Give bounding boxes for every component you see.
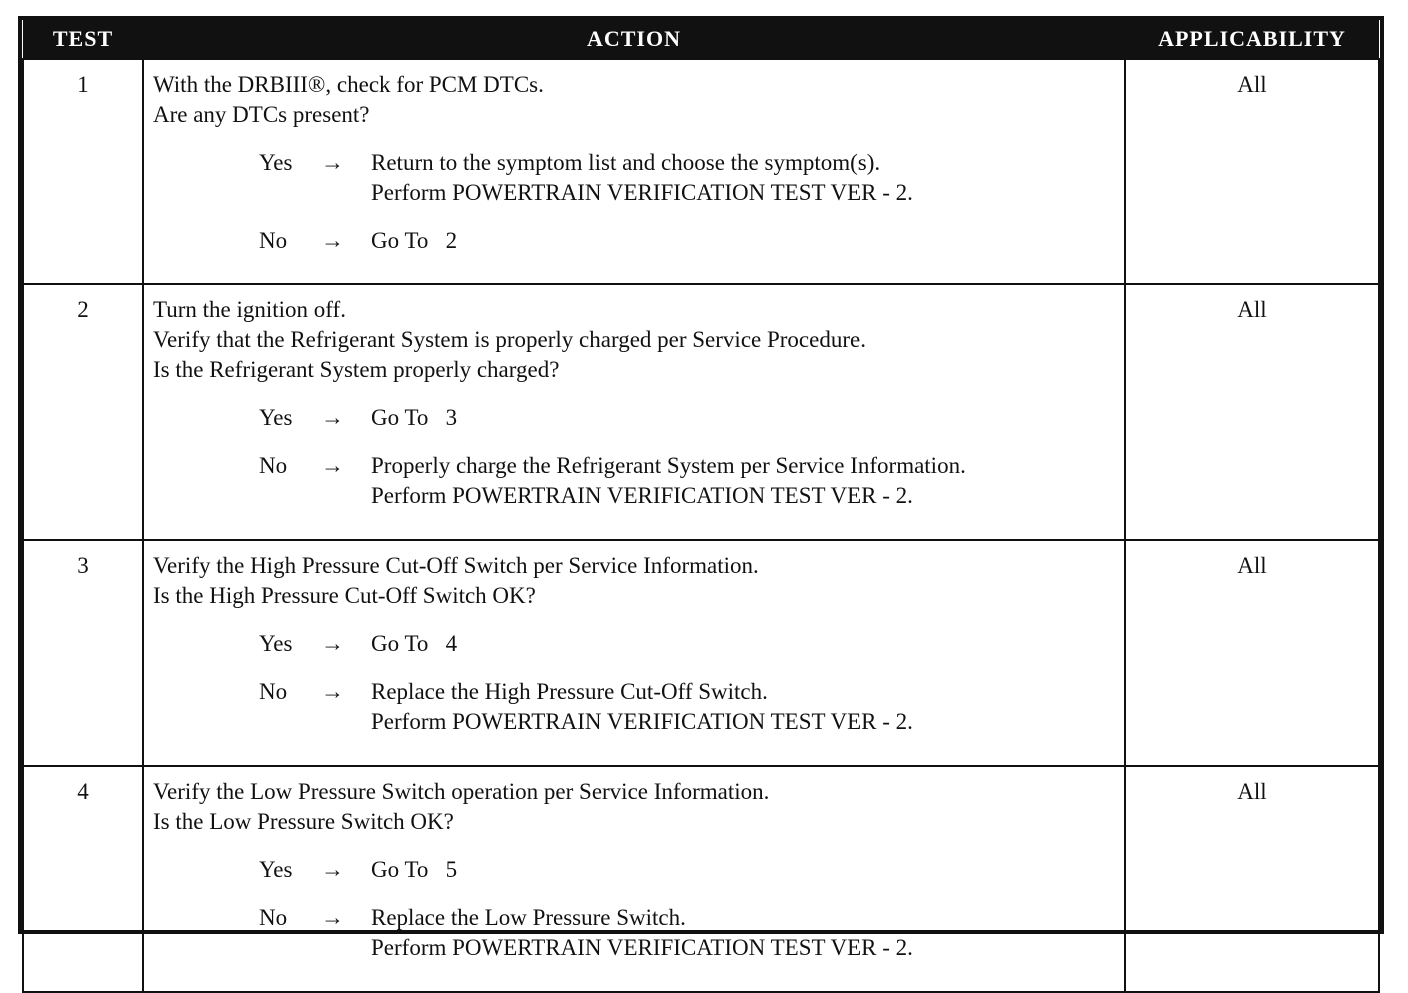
action-line: Verify the High Pressure Cut-Off Switch per Service Information. bbox=[153, 553, 759, 578]
right-arrow-icon: → bbox=[321, 857, 344, 882]
test-number: 2 bbox=[23, 284, 143, 540]
test-row-3 bbox=[23, 540, 1379, 766]
no-response bbox=[259, 677, 1116, 737]
no-result-line: Perform POWERTRAIN VERIFICATION TEST VER - 2. bbox=[371, 935, 913, 960]
yes-response bbox=[259, 403, 1116, 433]
yes-response bbox=[259, 855, 1116, 885]
action-cell bbox=[143, 540, 1125, 766]
action-question: Is the High Pressure Cut-Off Switch OK? bbox=[153, 583, 536, 608]
no-result bbox=[371, 903, 1116, 963]
no-result-line: Perform POWERTRAIN VERIFICATION TEST VER - 2. bbox=[371, 709, 913, 734]
action-line: Verify that the Refrigerant System is properly charged per Service Procedure. bbox=[153, 327, 866, 352]
yes-label: Yes bbox=[259, 150, 293, 175]
no-result-line: Replace the Low Pressure Switch. bbox=[371, 905, 686, 930]
test-row-4 bbox=[23, 766, 1379, 992]
diagnostic-test-table bbox=[18, 16, 1384, 960]
no-result-line: Properly charge the Refrigerant System per Service Information. bbox=[371, 453, 966, 478]
applicability-cell: All bbox=[1125, 284, 1379, 540]
test-grid bbox=[22, 20, 1380, 993]
right-arrow-icon: → bbox=[321, 150, 344, 175]
action-question: Is the Low Pressure Switch OK? bbox=[153, 809, 454, 834]
action-question: Is the Refrigerant System properly charged? bbox=[153, 357, 560, 382]
right-arrow-icon: → bbox=[321, 631, 344, 656]
no-result bbox=[371, 677, 1116, 737]
no-result-line: Perform POWERTRAIN VERIFICATION TEST VER - 2. bbox=[371, 483, 913, 508]
test-row-2 bbox=[23, 284, 1379, 540]
action-line: With the DRBIII®, check for PCM DTCs. bbox=[153, 72, 544, 97]
yes-result bbox=[371, 629, 1116, 659]
test-row-1 bbox=[23, 59, 1379, 284]
no-label: No bbox=[259, 905, 288, 930]
yes-result-line: Go To 3 bbox=[371, 405, 458, 430]
test-number: 4 bbox=[23, 766, 143, 992]
no-label: No bbox=[259, 679, 288, 704]
action-cell bbox=[143, 59, 1125, 284]
action-line: Turn the ignition off. bbox=[153, 297, 346, 322]
no-result bbox=[371, 226, 1116, 256]
right-arrow-icon: → bbox=[321, 228, 344, 253]
yes-response bbox=[259, 629, 1116, 659]
action-cell bbox=[143, 284, 1125, 540]
yes-result-line: Go To 4 bbox=[371, 631, 458, 656]
no-label: No bbox=[259, 228, 288, 253]
header-action: ACTION bbox=[143, 20, 1125, 59]
no-response bbox=[259, 451, 1116, 511]
action-question: Are any DTCs present? bbox=[153, 102, 370, 127]
header-test: TEST bbox=[23, 20, 143, 59]
header-applicability: APPLICABILITY bbox=[1125, 20, 1379, 59]
applicability-cell: All bbox=[1125, 540, 1379, 766]
yes-label: Yes bbox=[259, 631, 293, 656]
applicability-cell: All bbox=[1125, 766, 1379, 992]
header-row bbox=[23, 20, 1379, 59]
no-result bbox=[371, 451, 1116, 511]
yes-result bbox=[371, 403, 1116, 433]
yes-result-line: Perform POWERTRAIN VERIFICATION TEST VER - 2. bbox=[371, 180, 913, 205]
yes-label: Yes bbox=[259, 857, 293, 882]
applicability-cell: All bbox=[1125, 59, 1379, 284]
right-arrow-icon: → bbox=[321, 679, 344, 704]
no-result-line: Replace the High Pressure Cut-Off Switch. bbox=[371, 679, 768, 704]
no-response bbox=[259, 903, 1116, 963]
right-arrow-icon: → bbox=[321, 405, 344, 430]
right-arrow-icon: → bbox=[321, 453, 344, 478]
no-label: No bbox=[259, 453, 288, 478]
yes-result bbox=[371, 855, 1116, 885]
no-response bbox=[259, 226, 1116, 256]
yes-label: Yes bbox=[259, 405, 293, 430]
test-number: 3 bbox=[23, 540, 143, 766]
yes-result bbox=[371, 148, 1116, 208]
yes-response bbox=[259, 148, 1116, 208]
no-result-line: Go To 2 bbox=[371, 228, 458, 253]
test-number: 1 bbox=[23, 59, 143, 284]
yes-result-line: Go To 5 bbox=[371, 857, 458, 882]
action-line: Verify the Low Pressure Switch operation per Service Information. bbox=[153, 779, 770, 804]
yes-result-line: Return to the symptom list and choose the symptom(s). bbox=[371, 150, 881, 175]
action-cell bbox=[143, 766, 1125, 992]
right-arrow-icon: → bbox=[321, 905, 344, 930]
